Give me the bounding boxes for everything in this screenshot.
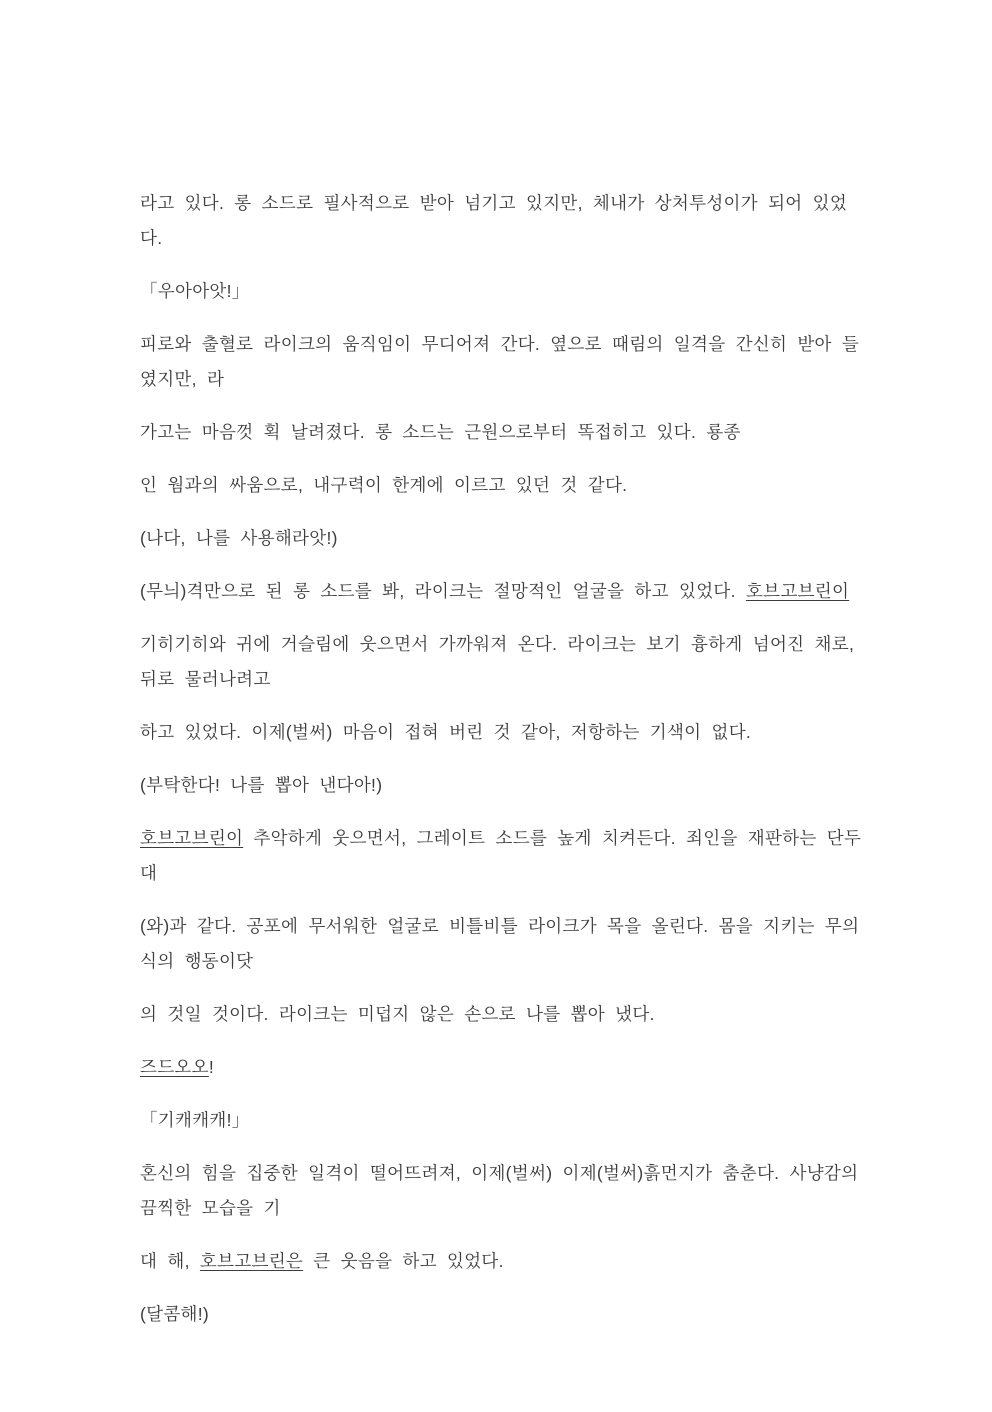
paragraph <box>140 327 868 397</box>
text-segment: (부탁한다! 나를 뽑아 낸다아!) <box>140 775 383 795</box>
paragraph <box>140 768 868 803</box>
text-segment: 가고는 마음껏 획 날려졌다. 롱 소드는 근원으로부터 똑접히고 있다. 룡종 <box>140 422 741 442</box>
paragraph <box>140 521 868 556</box>
text-segment: 「기캐캐캐!」 <box>140 1110 250 1130</box>
text-segment: 인 웜과의 싸움으로, 내구력이 한계에 이르고 있던 것 같다. <box>140 475 628 495</box>
paragraph <box>140 997 868 1032</box>
text-segment: (무늬)격만으로 된 롱 소드를 봐, 라이크는 절망적인 얼굴을 하고 있었다. <box>140 581 746 601</box>
document-body <box>140 186 868 1332</box>
text-segment: 피로와 출혈로 라이크의 움직임이 무디어져 간다. 옆으로 때림의 일격을 간신히 받아 들였지만, 라 <box>140 334 860 389</box>
underlined-text: 호브고브린이 <box>140 828 244 848</box>
underlined-text: 즈드오오 <box>140 1057 209 1077</box>
paragraph <box>140 415 868 450</box>
text-segment: 하고 있었다. 이제(벌써) 마음이 접혀 버린 것 같아, 저항하는 기색이 없다. <box>140 722 752 742</box>
paragraph <box>140 274 868 309</box>
text-segment: 라고 있다. 롱 소드로 필사적으로 받아 넘기고 있지만, 체내가 상처투성이가 되어 있었다. <box>140 193 848 248</box>
paragraph <box>140 1244 868 1279</box>
paragraph <box>140 909 868 979</box>
text-segment: (달콤해!) <box>140 1304 210 1324</box>
text-segment: 대 해, <box>140 1251 200 1271</box>
text-segment: 큰 웃음을 하고 있었다. <box>303 1251 504 1271</box>
text-segment: (나다, 나를 사용해라앗!) <box>140 528 338 548</box>
text-segment: 「우아아앗!」 <box>140 281 250 301</box>
paragraph <box>140 574 868 609</box>
paragraph <box>140 1156 868 1226</box>
text-segment: 혼신의 힘을 집중한 일격이 떨어뜨려져, 이제(벌써) 이제(벌써)흙먼지가 춤춘다. 사냥감의 끔찍한 모습을 기 <box>140 1163 859 1218</box>
text-segment: 의 것일 것이다. 라이크는 미덥지 않은 손으로 나를 뽑아 냈다. <box>140 1004 655 1024</box>
paragraph <box>140 468 868 503</box>
text-segment: 기히기히와 귀에 거슬림에 웃으면서 가까워져 온다. 라이크는 보기 흉하게 넘어진 채로, 뒤로 물러나려고 <box>140 634 855 689</box>
text-segment: 추악하게 웃으면서, 그레이트 소드를 높게 치켜든다. 죄인을 재판하는 단두대 <box>140 828 862 883</box>
paragraph <box>140 1103 868 1138</box>
paragraph <box>140 1050 868 1085</box>
text-segment: (와)과 같다. 공포에 무서워한 얼굴로 비틀비틀 라이크가 목을 올린다. 몸을 지키는 무의식의 행동이닷 <box>140 916 860 971</box>
paragraph <box>140 715 868 750</box>
text-segment: ! <box>208 1057 214 1077</box>
paragraph <box>140 1297 868 1332</box>
paragraph <box>140 627 868 697</box>
underlined-text: 호브고브린은 <box>199 1251 304 1271</box>
paragraph <box>140 821 868 891</box>
underlined-text: 호브고브린이 <box>745 581 850 601</box>
paragraph <box>140 186 868 256</box>
